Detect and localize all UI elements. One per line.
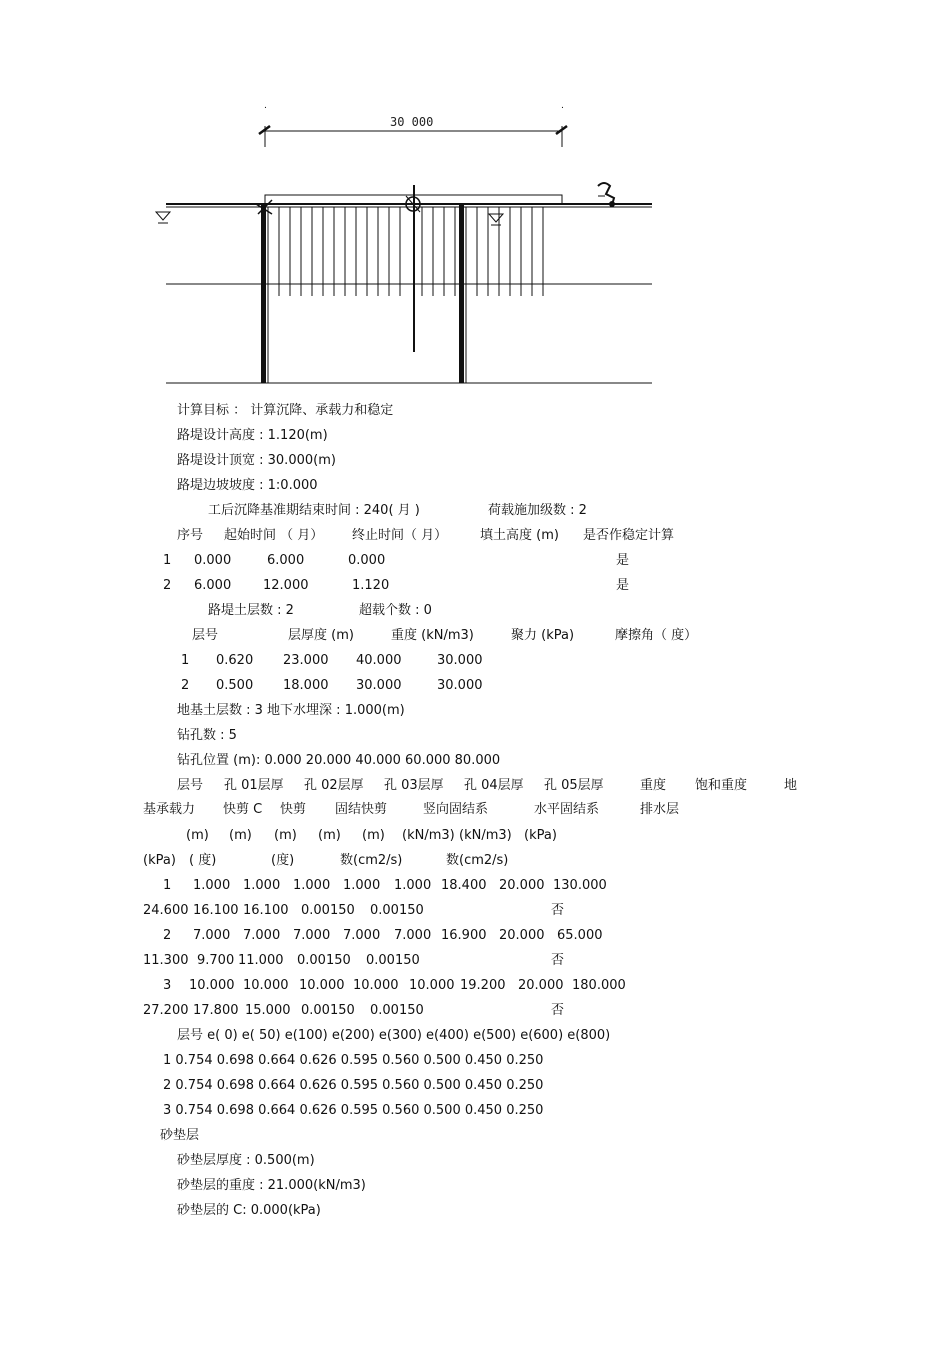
table-cell: 2 bbox=[163, 578, 172, 593]
table-header-cell: 摩擦角（ 度） bbox=[615, 628, 698, 643]
table-cell: 23.000 bbox=[283, 653, 329, 668]
table-header-cell: 层厚度 (m) bbox=[288, 628, 354, 643]
table-cell: 17.800 bbox=[193, 1003, 239, 1018]
table-cell: 20.000 bbox=[499, 928, 545, 943]
table-cell: 30.000 bbox=[356, 678, 402, 693]
table-cell: 0.500 bbox=[216, 678, 254, 693]
table-cell: 0.00150 bbox=[301, 1003, 355, 1018]
table-header-cell: 竖向固结系 bbox=[423, 802, 489, 817]
table-unit-cell: (m) bbox=[274, 828, 297, 843]
table-unit-cell: (m) bbox=[229, 828, 252, 843]
e-table-header: 层号 e( 0) e( 50) e(100) e(200) e(300) e(400) e(500) e(600) e(800) bbox=[177, 1028, 611, 1043]
table-cell: 1 bbox=[181, 653, 190, 668]
sand-cushion-thickness: 砂垫层厚度 : 0.500(m) bbox=[177, 1153, 315, 1168]
table-cell: 130.000 bbox=[553, 878, 607, 893]
table-header-cell: 快剪 bbox=[280, 802, 307, 817]
table-unit-cell: 数(cm2/s) bbox=[340, 853, 403, 868]
table-cell: 30.000 bbox=[437, 678, 483, 693]
table-header-cell: 填土高度 (m) bbox=[480, 528, 559, 543]
post-settlement-end: 工后沉降基准期结束时间 : 240( 月 ) bbox=[208, 503, 420, 518]
table-header-cell: 水平固结系 bbox=[534, 802, 600, 817]
table-unit-cell: (kPa) bbox=[143, 853, 176, 868]
table-header-cell: 孔 05层厚 bbox=[544, 778, 604, 793]
table-cell: 7.000 bbox=[193, 928, 231, 943]
table-cell: 180.000 bbox=[572, 978, 626, 993]
e-table-row: 1 0.754 0.698 0.664 0.626 0.595 0.560 0.500 0.450 0.250 bbox=[163, 1053, 544, 1068]
foundation-layers: 地基土层数 : 3 地下水埋深 : 1.000(m) bbox=[177, 703, 405, 718]
table-cell: 6.000 bbox=[194, 578, 232, 593]
table-cell: 是 bbox=[616, 553, 630, 568]
table-cell: 0.00150 bbox=[370, 903, 424, 918]
table-cell: 7.000 bbox=[394, 928, 432, 943]
table-cell: 10.000 bbox=[299, 978, 345, 993]
sand-cushion-weight: 砂垫层的重度 : 21.000(kN/m3) bbox=[177, 1178, 366, 1193]
table-cell: 1.000 bbox=[293, 878, 331, 893]
borehole-count: 钻孔数 : 5 bbox=[177, 728, 237, 743]
design-height: 路堤设计高度 : 1.120(m) bbox=[177, 428, 328, 443]
table-cell: 15.000 bbox=[245, 1003, 291, 1018]
table-cell: 27.200 bbox=[143, 1003, 189, 1018]
table-unit-cell: ( 度) bbox=[189, 853, 217, 868]
table-cell: 7.000 bbox=[243, 928, 281, 943]
e-table-row: 3 0.754 0.698 0.664 0.626 0.595 0.560 0.500 0.450 0.250 bbox=[163, 1103, 544, 1118]
table-cell: 1 bbox=[163, 878, 172, 893]
table-cell: 7.000 bbox=[343, 928, 381, 943]
table-cell: 1.000 bbox=[243, 878, 281, 893]
table-cell: 11.300 bbox=[143, 953, 189, 968]
table-unit-cell: (kPa) bbox=[524, 828, 557, 843]
table-cell: 1.120 bbox=[352, 578, 390, 593]
table-cell: 24.600 bbox=[143, 903, 189, 918]
table-cell: 0.620 bbox=[216, 653, 254, 668]
table-cell: 否 bbox=[551, 903, 565, 918]
table-unit-cell: (度) bbox=[271, 853, 295, 868]
table-header-cell: 起始时间 （ 月） bbox=[224, 528, 324, 543]
table-header-cell: 重度 bbox=[640, 778, 667, 793]
table-header-cell: 固结快剪 bbox=[335, 802, 388, 817]
embankment-cross-section-diagram bbox=[0, 0, 950, 395]
table-header-cell: 基承载力 bbox=[143, 802, 196, 817]
water-table-icon-right bbox=[489, 214, 503, 225]
table-cell: 3 bbox=[163, 978, 172, 993]
table-cell: 9.700 bbox=[197, 953, 235, 968]
table-cell: 10.000 bbox=[243, 978, 289, 993]
calc-target: 计算目标 ： 计算沉降、承载力和稳定 bbox=[177, 403, 394, 418]
borehole-right bbox=[459, 204, 464, 383]
table-cell: 16.900 bbox=[441, 928, 487, 943]
table-header-cell: 聚力 (kPa) bbox=[511, 628, 575, 643]
table-header-cell: 重度 (kN/m3) bbox=[391, 628, 474, 643]
table-cell: 7.000 bbox=[293, 928, 331, 943]
table-cell: 65.000 bbox=[557, 928, 603, 943]
table-cell: 16.100 bbox=[243, 903, 289, 918]
table-cell: 12.000 bbox=[263, 578, 309, 593]
sand-cushion-title: 砂垫层 bbox=[160, 1128, 200, 1143]
borehole-positions: 钻孔位置 (m): 0.000 20.000 40.000 60.000 80.000 bbox=[177, 753, 501, 768]
table-cell: 20.000 bbox=[499, 878, 545, 893]
table-header-cell: 序号 bbox=[177, 528, 204, 543]
table-unit-cell: (kN/m3) bbox=[459, 828, 512, 843]
e-table-row: 2 0.754 0.698 0.664 0.626 0.595 0.560 0.500 0.450 0.250 bbox=[163, 1078, 544, 1093]
dimension-label: 30 000 bbox=[390, 115, 434, 129]
table-cell: 20.000 bbox=[518, 978, 564, 993]
table-header-cell: 快剪 C bbox=[223, 802, 263, 817]
table-cell: 1 bbox=[163, 553, 172, 568]
table-header-cell: 孔 02层厚 bbox=[304, 778, 364, 793]
top-width: 路堤设计顶宽 : 30.000(m) bbox=[177, 453, 336, 468]
table-cell: 18.000 bbox=[283, 678, 329, 693]
table-cell: 1.000 bbox=[193, 878, 231, 893]
table-cell: 0.000 bbox=[194, 553, 232, 568]
table-cell: 6.000 bbox=[267, 553, 305, 568]
table-unit-cell: (m) bbox=[318, 828, 341, 843]
table-header-cell: 是否作稳定计算 bbox=[583, 528, 675, 543]
right-dot: . bbox=[561, 101, 564, 111]
table-cell: 0.00150 bbox=[366, 953, 420, 968]
table-cell: 否 bbox=[551, 1003, 565, 1018]
table-cell: 19.200 bbox=[460, 978, 506, 993]
table-cell: 10.000 bbox=[189, 978, 235, 993]
table-cell: 0.000 bbox=[348, 553, 386, 568]
slope-ratio: 路堤边坡坡度 : 1:0.000 bbox=[177, 478, 318, 493]
table-header-cell: 孔 03层厚 bbox=[384, 778, 444, 793]
table-cell: 否 bbox=[551, 953, 565, 968]
table-cell: 0.00150 bbox=[301, 903, 355, 918]
table-cell: 1.000 bbox=[343, 878, 381, 893]
table-cell: 18.400 bbox=[441, 878, 487, 893]
table-unit-cell: (kN/m3) bbox=[402, 828, 455, 843]
borehole-left bbox=[261, 204, 266, 383]
table-cell: 16.100 bbox=[193, 903, 239, 918]
table-header-cell: 孔 01层厚 bbox=[224, 778, 284, 793]
table-header-cell: 终止时间（ 月） bbox=[352, 528, 448, 543]
table-cell: 是 bbox=[616, 578, 630, 593]
sand-cushion-c: 砂垫层的 C: 0.000(kPa) bbox=[177, 1203, 321, 1218]
table-cell: 11.000 bbox=[238, 953, 284, 968]
table-cell: 10.000 bbox=[409, 978, 455, 993]
table-unit-cell: (m) bbox=[186, 828, 209, 843]
table-cell: 2 bbox=[163, 928, 172, 943]
table-unit-cell: (m) bbox=[362, 828, 385, 843]
surcharge-count: 超载个数 : 0 bbox=[359, 603, 432, 618]
table-header-cell: 排水层 bbox=[640, 802, 680, 817]
table-cell: 40.000 bbox=[356, 653, 402, 668]
table-cell: 10.000 bbox=[353, 978, 399, 993]
water-table-icon-left bbox=[156, 212, 170, 223]
vertical-drains bbox=[279, 207, 543, 296]
load-stage-count: 荷载施加级数 : 2 bbox=[488, 503, 587, 518]
table-unit-cell: 数(cm2/s) bbox=[446, 853, 509, 868]
table-header-cell: 层号 bbox=[192, 628, 219, 643]
left-dot: . bbox=[264, 101, 267, 111]
table-header-cell: 地 bbox=[784, 778, 798, 793]
table-cell: 1.000 bbox=[394, 878, 432, 893]
table-cell: 0.00150 bbox=[297, 953, 351, 968]
table-cell: 0.00150 bbox=[370, 1003, 424, 1018]
table-header-cell: 饱和重度 bbox=[695, 778, 748, 793]
table-cell: 2 bbox=[181, 678, 190, 693]
table-cell: 30.000 bbox=[437, 653, 483, 668]
table-header-cell: 层号 bbox=[177, 778, 204, 793]
table-header-cell: 孔 04层厚 bbox=[464, 778, 524, 793]
embankment-layer-count: 路堤土层数 : 2 bbox=[208, 603, 294, 618]
